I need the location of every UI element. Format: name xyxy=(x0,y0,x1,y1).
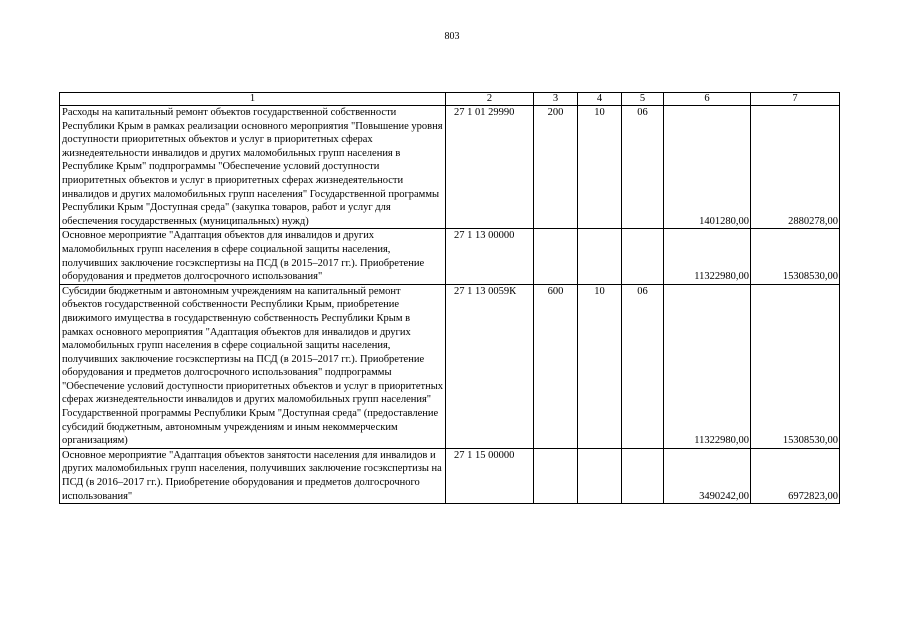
row-col3: 200 xyxy=(534,106,578,229)
header-cell: 6 xyxy=(664,93,751,106)
row-sum-6: 11322980,00 xyxy=(664,284,751,448)
table-row xyxy=(60,284,840,448)
row-col3 xyxy=(534,448,578,503)
row-name: Субсидии бюджетным и автономным учреждениям на капитальный ремонт объектов государственной собственности Республики Крым, приобретение движимого имущества в государственную собственность Республики Крым в рамках основного мероприятия "Адаптация объектов для инвалидов и других маломобильных групп населения в сфере социальной защиты населения, получивших заключение госэкспертизы на ПСД (в 2015–2017 гг.). Приобретение оборудования и предметов долгосрочного использования" подпрограммы "Обеспечение условий доступности приоритетных объектов и услуг в приоритетных сферах жизнедеятельности инвалидов и других маломобильных групп населения" Государственной программы Республики Крым "Доступная среда" (предоставление субсидий бюджетным, автономным учреждениям и иным некоммерческим организациям) xyxy=(60,284,446,448)
row-col5: 06 xyxy=(622,106,664,229)
row-col4 xyxy=(578,448,622,503)
row-sum-6: 1401280,00 xyxy=(664,106,751,229)
row-col3 xyxy=(534,229,578,284)
row-sum-6: 3490242,00 xyxy=(664,448,751,503)
table-header-row xyxy=(60,93,840,106)
header-cell: 3 xyxy=(534,93,578,106)
row-name: Расходы на капитальный ремонт объектов государственной собственности Республики Крым в рамках реализации основного мероприятия "Повышение уровня доступности приоритетных объектов и услуг в приоритетных сферах жизнедеятельности инвалидов и других маломобильных групп населения в Республике Крым" подпрограммы "Обеспечение условий доступности приоритетных объектов и услуг в приоритетных сферах жизнедеятельности инвалидов и других маломобильных групп населения" Государственной программы Республики Крым "Доступная среда" (закупка товаров, работ и услуг для обеспечения государственных (муниципальных) нужд) xyxy=(60,106,446,229)
row-code: 27 1 13 00000 xyxy=(446,229,534,284)
row-col5: 06 xyxy=(622,284,664,448)
header-cell: 7 xyxy=(751,93,840,106)
row-sum-7: 2880278,00 xyxy=(751,106,840,229)
row-sum-6: 11322980,00 xyxy=(664,229,751,284)
header-cell: 1 xyxy=(60,93,446,106)
header-cell: 5 xyxy=(622,93,664,106)
budget-table xyxy=(59,92,840,504)
row-name: Основное мероприятие "Адаптация объектов для инвалидов и других маломобильных групп населения в сфере социальной защиты населения, получивших заключение госэкспертизы на ПСД (в 2015–2017 гг.). Приобретение оборудования и предметов долгосрочного использования" xyxy=(60,229,446,284)
table-row xyxy=(60,229,840,284)
row-col4: 10 xyxy=(578,106,622,229)
row-sum-7: 15308530,00 xyxy=(751,284,840,448)
row-col5 xyxy=(622,448,664,503)
table-row xyxy=(60,106,840,229)
row-sum-7: 6972823,00 xyxy=(751,448,840,503)
row-sum-7: 15308530,00 xyxy=(751,229,840,284)
table-row xyxy=(60,448,840,503)
page-number: 803 xyxy=(444,31,460,42)
row-code: 27 1 01 29990 xyxy=(446,106,534,229)
row-col4: 10 xyxy=(578,284,622,448)
header-cell: 4 xyxy=(578,93,622,106)
row-code: 27 1 15 00000 xyxy=(446,448,534,503)
row-col4 xyxy=(578,229,622,284)
row-col3: 600 xyxy=(534,284,578,448)
header-cell: 2 xyxy=(446,93,534,106)
row-code: 27 1 13 0059К xyxy=(446,284,534,448)
row-name: Основное мероприятие "Адаптация объектов занятости населения для инвалидов и других маломобильных групп населения, получивших заключение госэкспертизы на ПСД (в 2016–2017 гг.). Приобретение оборудования и предметов долгосрочного использования" xyxy=(60,448,446,503)
row-col5 xyxy=(622,229,664,284)
